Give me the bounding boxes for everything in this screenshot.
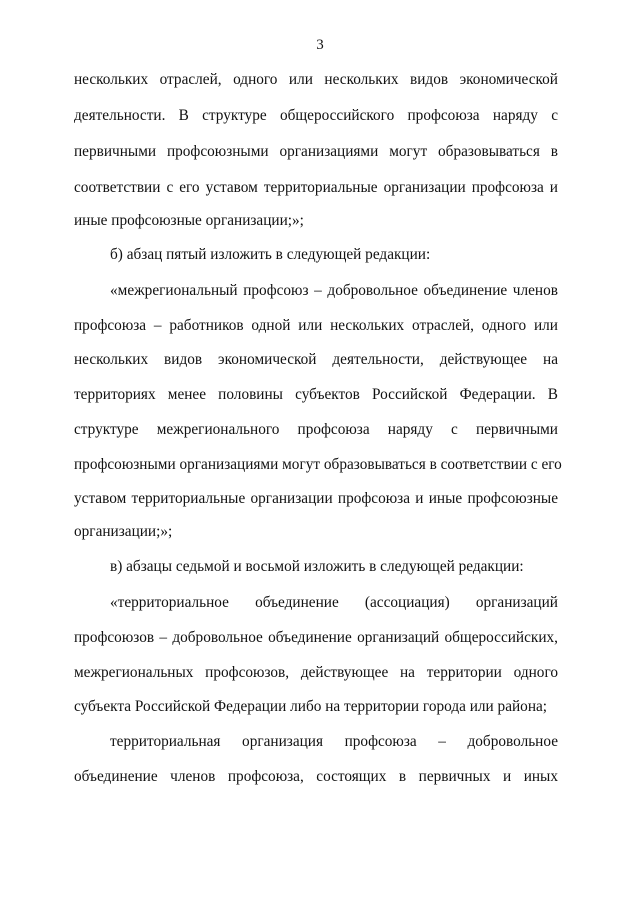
text-line: первичными профсоюзными организациями могут образовываться в — [74, 143, 558, 160]
text-line: территориях менее половины субъектов Российской Федерации. В — [74, 386, 558, 403]
text-line: территориальная организация профсоюза – добровольное — [110, 733, 558, 750]
text-line: организации;»; — [74, 523, 173, 540]
text-line: межрегиональных профсоюзов, действующее на территории одного — [74, 664, 558, 681]
text-line: «межрегиональный профсоюз – добровольное объединение членов — [110, 282, 558, 299]
text-line: нескольких отраслей, одного или нескольких видов экономической — [74, 71, 558, 88]
text-line: в) абзацы седьмой и восьмой изложить в следующей редакции: — [110, 558, 524, 575]
text-line: субъекта Российской Федерации либо на территории города или района; — [74, 698, 548, 715]
page-number: 3 — [316, 37, 324, 53]
text-line: уставом территориальные организации профсоюза и иные профсоюзные — [74, 490, 558, 507]
text-line: нескольких видов экономической деятельности, действующее на — [74, 351, 558, 368]
text-line: «территориальное объединение (ассоциация) организаций — [110, 594, 558, 611]
text-line: деятельности. В структуре общероссийского профсоюза наряду с — [74, 107, 558, 124]
text-line: профсоюзными организациями могут образовываться в соответствии с его — [74, 456, 562, 473]
text-line: профсоюзов – добровольное объединение организаций общероссийских, — [74, 629, 558, 646]
text-line: б) абзац пятый изложить в следующей редакции: — [110, 246, 431, 263]
text-line: соответствии с его уставом территориальные организации профсоюза и — [74, 179, 558, 196]
text-line: иные профсоюзные организации;»; — [74, 212, 304, 229]
text-line: структуре межрегионального профсоюза наряду с первичными — [74, 421, 558, 438]
text-line: профсоюза – работников одной или нескольких отраслей, одного или — [74, 317, 558, 334]
text-line: объединение членов профсоюза, состоящих в первичных и иных — [74, 768, 558, 785]
